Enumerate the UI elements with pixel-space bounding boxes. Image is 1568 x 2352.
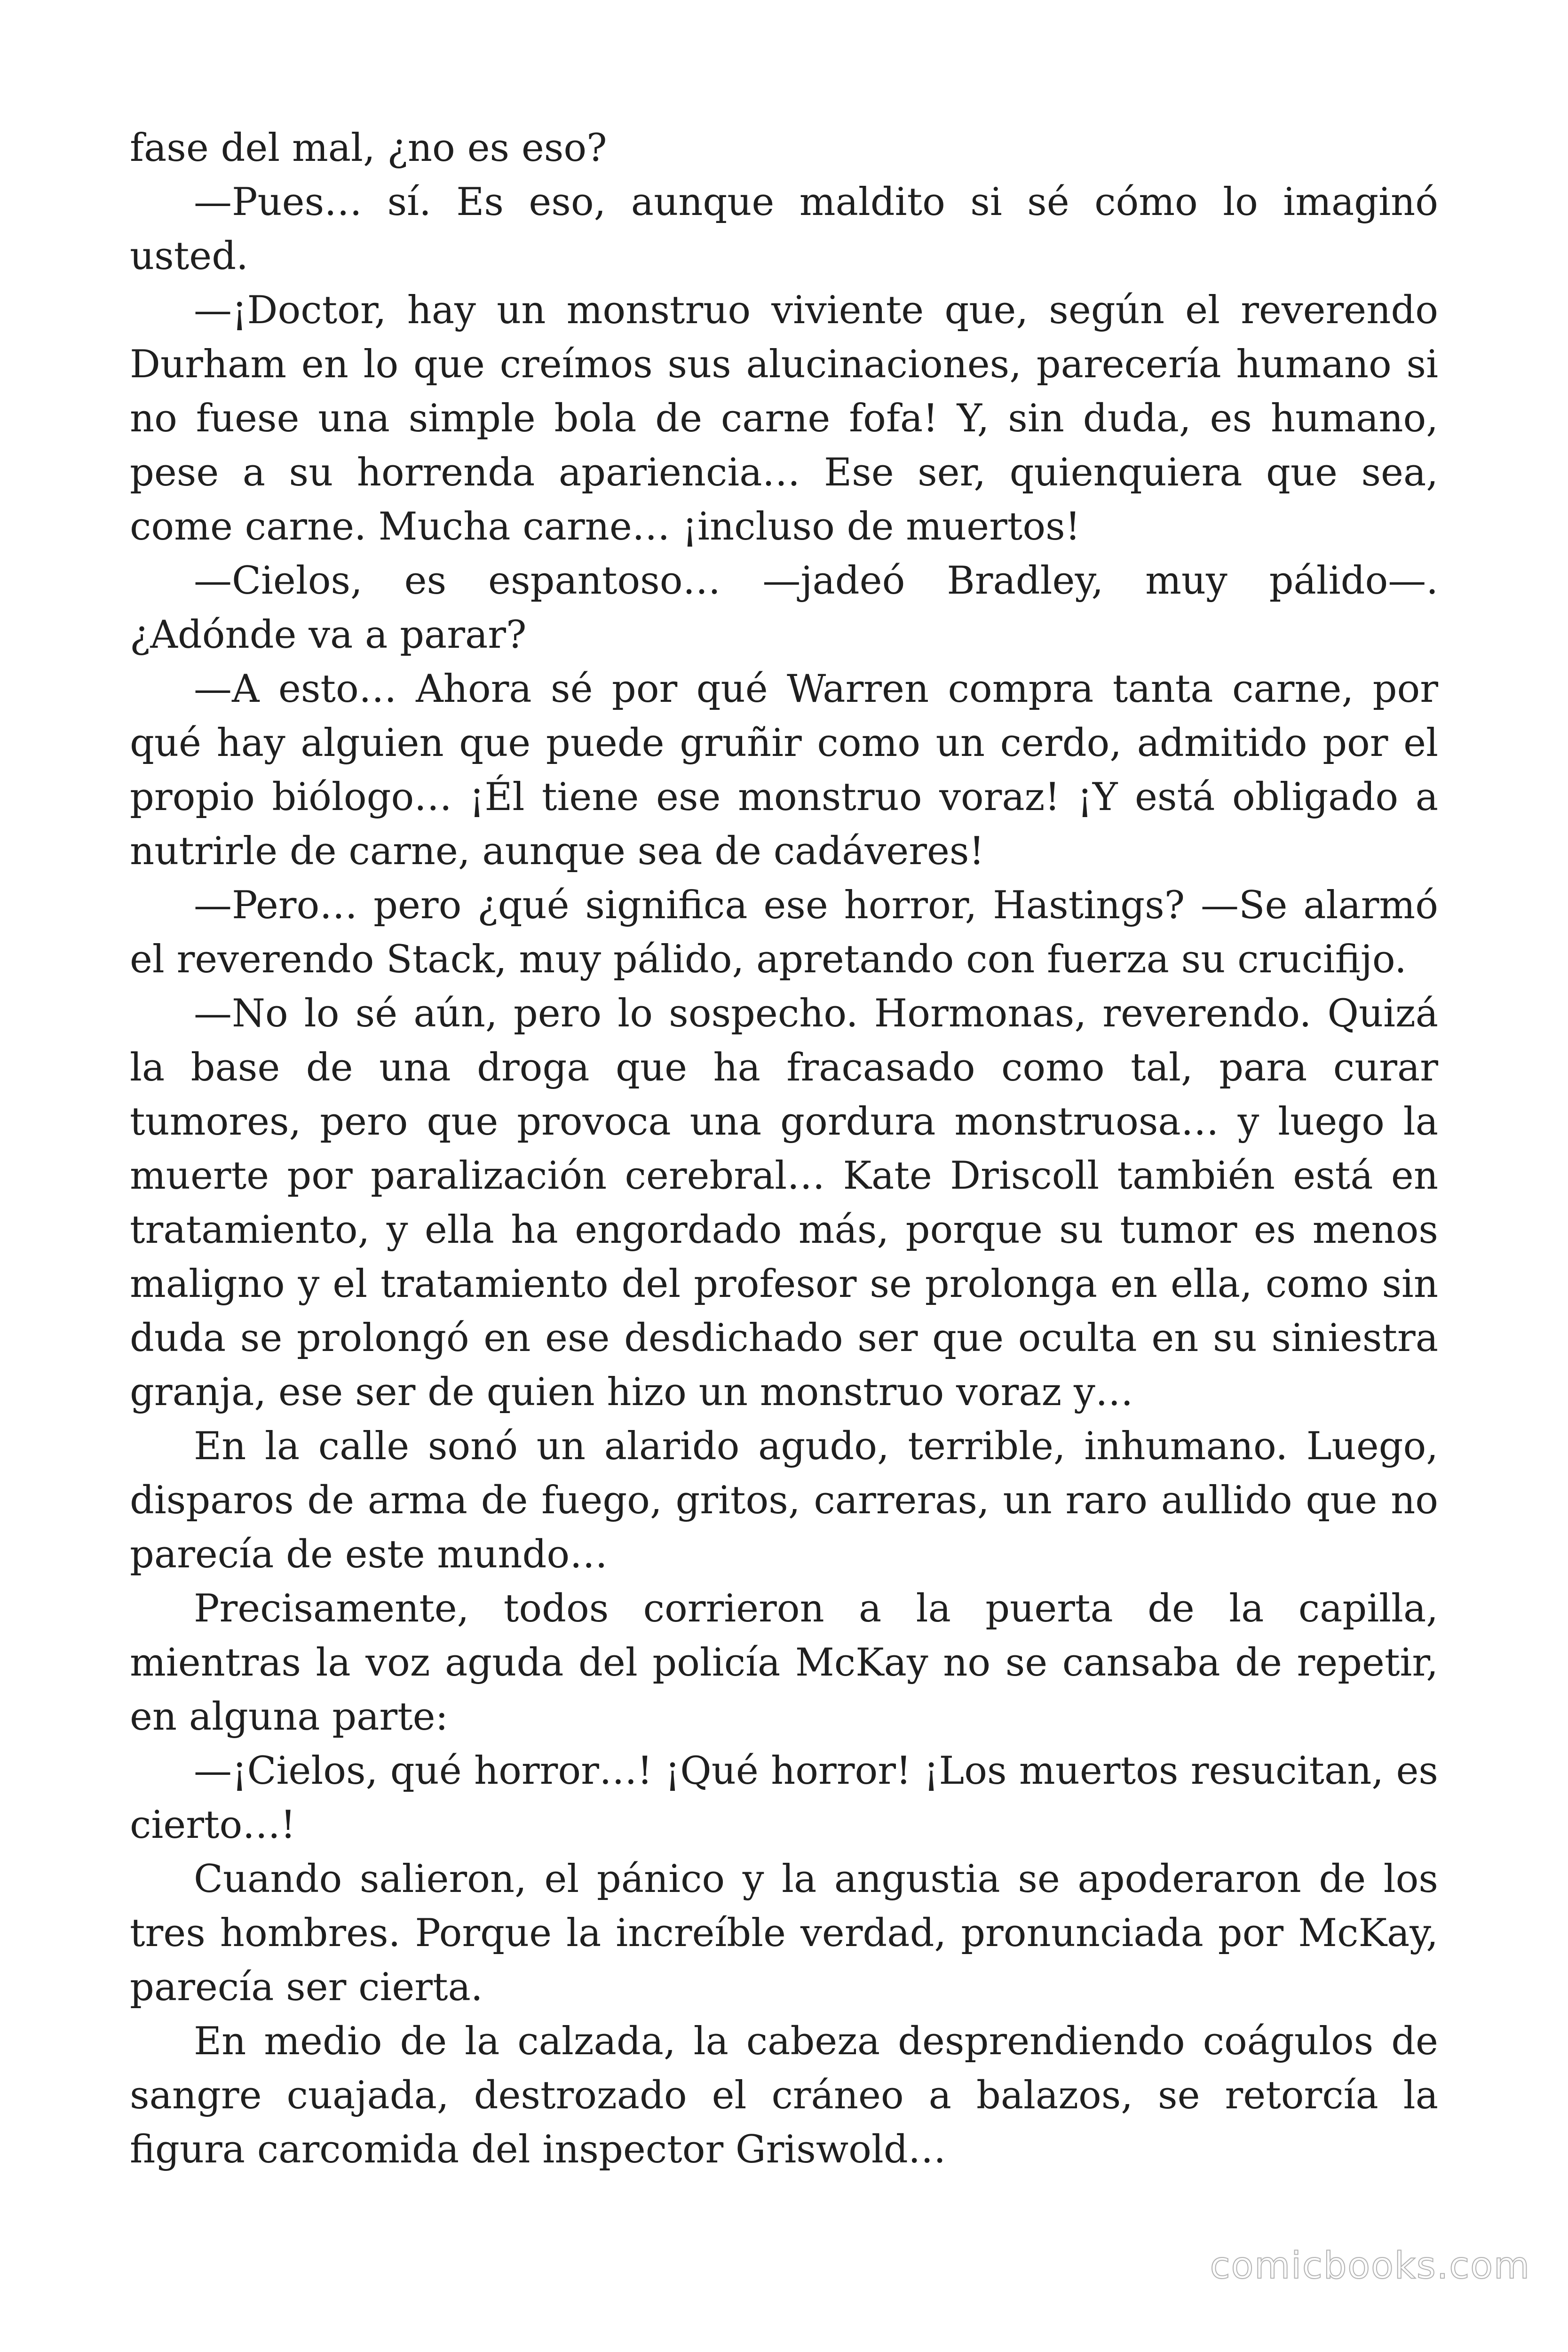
paragraph: En la calle sonó un alarido agudo, terrible, inhumano. Luego, disparos de arma de fuego, gritos, carreras, un raro aullido que no parecía de este mundo… [130, 1424, 1438, 1577]
paragraph: —¡Doctor, hay un monstruo viviente que, según el reverendo Durham en lo que creímos sus alucinaciones, parecería humano si no fuese una simple bola de carne fofa! Y, sin duda, es humano, pese a su horrenda apariencia… Ese ser, quienquiera que sea, come carne. Mucha carne… ¡incluso de muertos! [130, 288, 1438, 549]
paragraph: —¡Cielos, qué horror…! ¡Qué horror! ¡Los muertos resucitan, es cierto…! [130, 1749, 1438, 1847]
watermark: comicbooks.com [1210, 2245, 1530, 2287]
paragraph: Cuando salieron, el pánico y la angustia se apoderaron de los tres hombres. Porque la increíble verdad, pronunciada por McKay, parecía ser cierta. [130, 1857, 1438, 2010]
paragraph: Precisamente, todos corrieron a la puerta de la capilla, mientras la voz aguda del policía McKay no se cansaba de repetir, en alguna parte: [130, 1587, 1438, 1739]
page-text [130, 121, 1438, 2177]
paragraph: fase del mal, ¿no es eso? [130, 126, 607, 170]
paragraph: —Pues… sí. Es eso, aunque maldito si sé cómo lo imaginó usted. [130, 180, 1438, 278]
paragraph: —Pero… pero ¿qué significa ese horror, Hastings? —Se alarmó el reverendo Stack, muy pálido, apretando con fuerza su crucifijo. [130, 883, 1438, 982]
paragraph: —Cielos, es espantoso… —jadeó Bradley, muy pálido—. ¿Adónde va a parar? [130, 559, 1438, 657]
paragraph: —No lo sé aún, pero lo sospecho. Hormonas, reverendo. Quizá la base de una droga que ha fracasado como tal, para curar tumores, pero que provoca una gordura monstruosa… y luego la muerte por paralización cerebral… Kate Driscoll también está en tratamiento, y ella ha engordado más, porque su tumor es menos maligno y el tratamiento del profesor se prolonga en ella, como sin duda se prolongó en ese desdichado ser que oculta en su siniestra granja, ese ser de quien hizo un monstruo voraz y… [130, 992, 1438, 1414]
paragraph: En medio de la calzada, la cabeza desprendiendo coágulos de sangre cuajada, destrozado el cráneo a balazos, se retorcía la figura carcomida del inspector Griswold… [130, 2019, 1438, 2172]
paragraph: —A esto… Ahora sé por qué Warren compra tanta carne, por qué hay alguien que puede gruñir como un cerdo, admitido por el propio biólogo… ¡Él tiene ese monstruo voraz! ¡Y está obligado a nutrirle de carne, aunque sea de cadáveres! [130, 667, 1438, 874]
